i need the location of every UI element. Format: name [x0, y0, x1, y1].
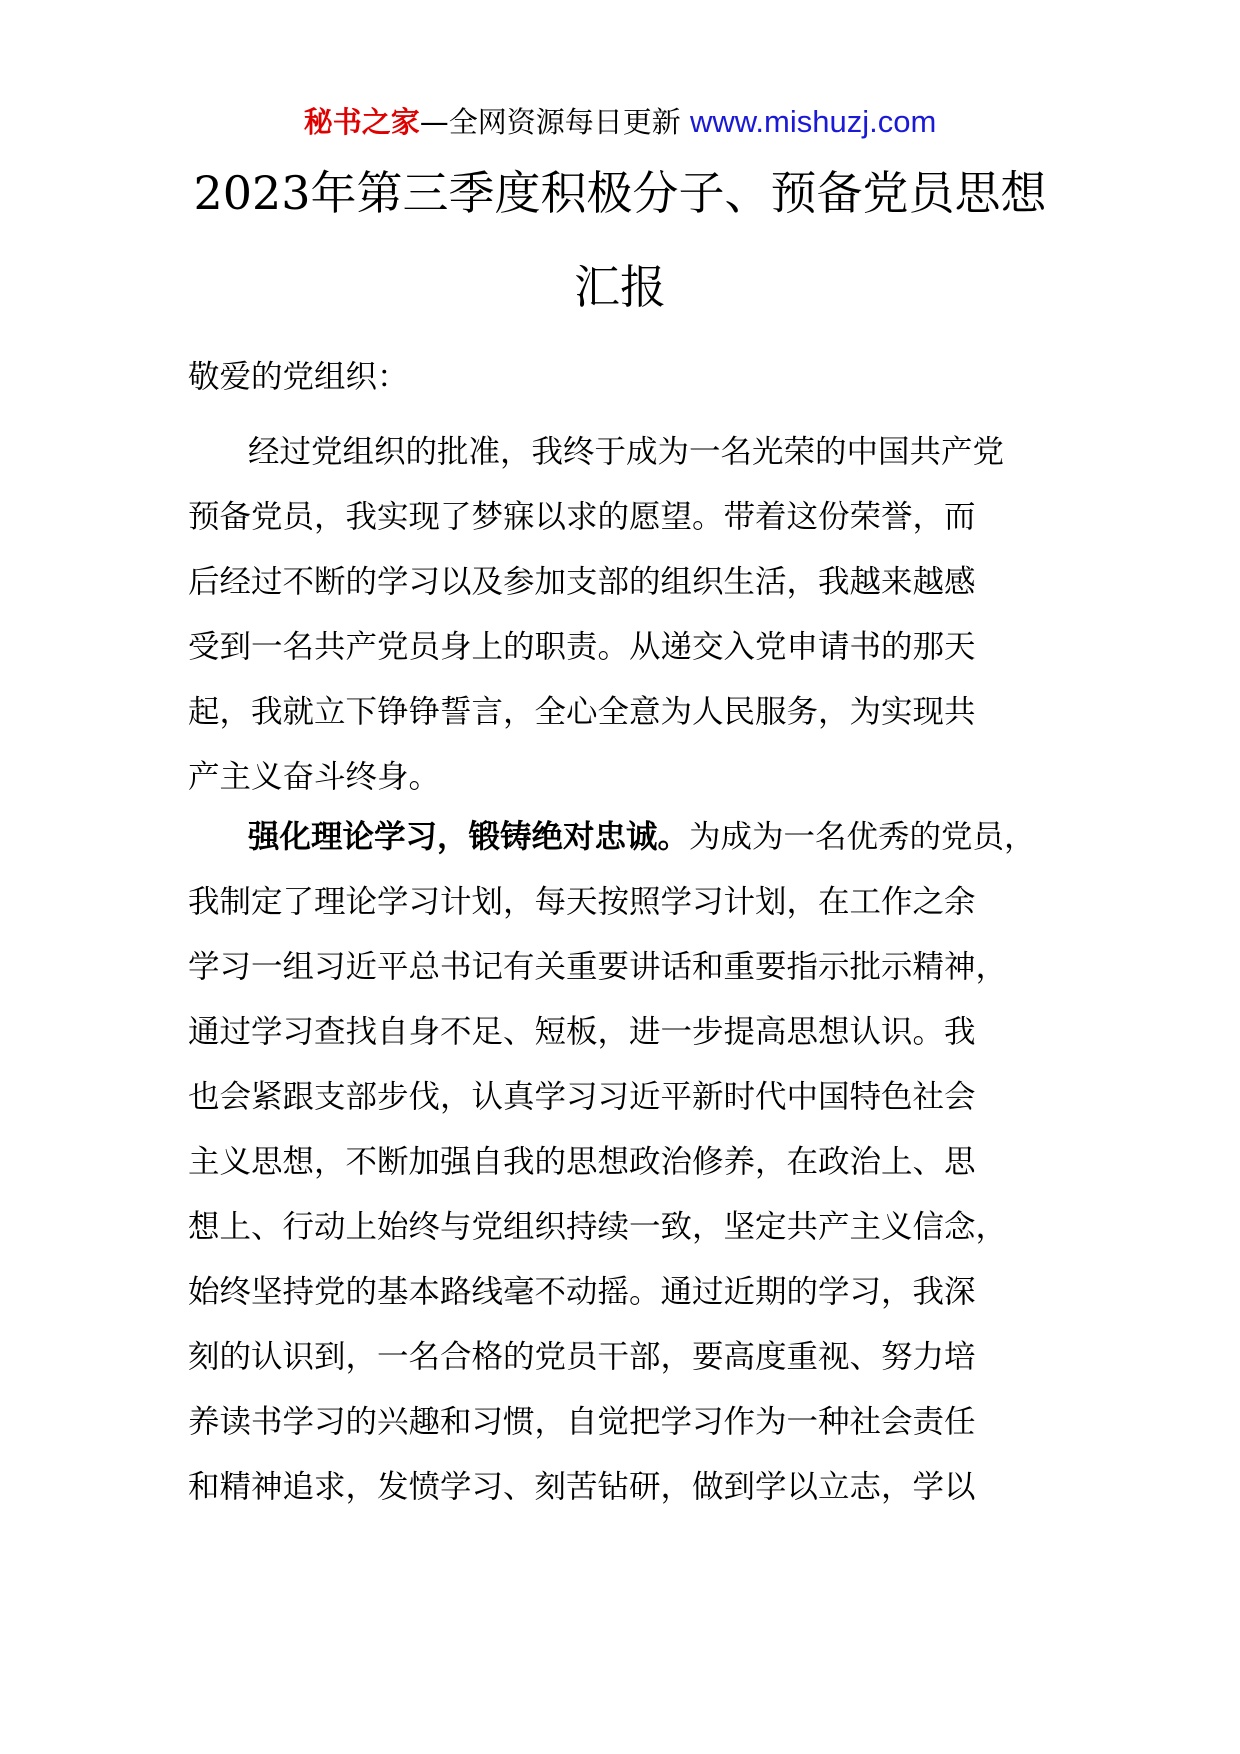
paragraph-line-text: 为成为一名优秀的党员，	[689, 819, 1036, 855]
site-url-link[interactable]: www.mishuzj.com	[689, 104, 937, 139]
paragraph-line: 主义思想，不断加强自我的思想政治修养，在政治上、思	[188, 1144, 976, 1180]
paragraph-line: 想上、行动上始终与党组织持续一致，坚定共产主义信念，	[188, 1209, 1008, 1245]
paragraph-line: 刻的认识到，一名合格的党员干部，要高度重视、努力培	[188, 1339, 976, 1375]
document-title-line-1	[0, 163, 1240, 223]
paragraph-line: 学习一组习近平总书记有关重要讲话和重要指示批示精神，	[188, 949, 1008, 985]
title-text: 年第三季度积极分子、预备党员思想	[310, 166, 1047, 220]
site-header	[0, 102, 1240, 142]
paragraph-line: 我制定了理论学习计划，每天按照学习计划，在工作之余	[188, 884, 976, 920]
paragraph-line: 始终坚持党的基本路线毫不动摇。通过近期的学习，我深	[188, 1274, 976, 1310]
site-tagline: —全网资源每日更新	[419, 105, 690, 139]
paragraph-line: 预备党员，我实现了梦寐以求的愿望。带着这份荣誉，而	[188, 499, 976, 535]
paragraph-first-line	[188, 805, 1088, 870]
paragraph-line: 产主义奋斗终身。	[188, 759, 441, 795]
paragraph-line: 受到一名共产党员身上的职责。从递交入党申请书的那天	[188, 629, 976, 665]
paragraph-line: 通过学习查找自身不足、短板，进一步提高思想认识。我	[188, 1014, 976, 1050]
paragraph-2	[188, 805, 1088, 1520]
salutation: 敬爱的党组织：	[188, 359, 409, 395]
brand-name: 秘书之家	[303, 105, 420, 139]
section-heading: 强化理论学习，锻铸绝对忠诚。	[248, 819, 690, 855]
paragraph-line: 养读书学习的兴趣和习惯，自觉把学习作为一种社会责任	[188, 1404, 976, 1440]
title-year: 2023	[193, 166, 311, 220]
paragraph-line: 和精神追求，发愤学习、刻苦钻研，做到学以立志，学以	[188, 1469, 976, 1505]
paragraph-line: 也会紧跟支部步伐，认真学习习近平新时代中国特色社会	[188, 1079, 976, 1115]
paragraph-line: 经过党组织的批准，我终于成为一名光荣的中国共产党	[248, 434, 1005, 470]
paragraph-line: 起，我就立下铮铮誓言，全心全意为人民服务，为实现共	[188, 694, 976, 730]
paragraph-line: 后经过不断的学习以及参加支部的组织生活，我越来越感	[188, 564, 976, 600]
paragraph-1	[188, 420, 1088, 810]
document-title-line-2: 汇报	[574, 260, 666, 314]
